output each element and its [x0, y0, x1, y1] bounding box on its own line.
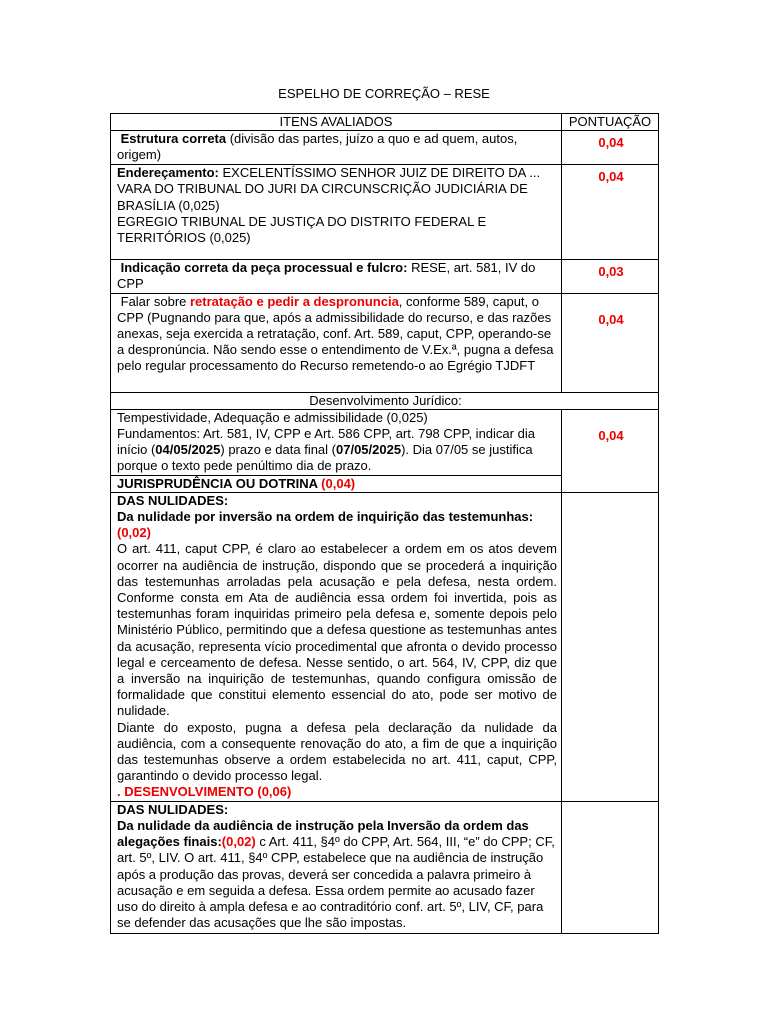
table-row	[111, 801, 659, 934]
item-cell	[111, 131, 562, 165]
subsection-score: (0,02)	[117, 525, 151, 541]
table-row	[111, 492, 659, 801]
item-cell	[111, 409, 562, 492]
item-cell	[111, 293, 562, 392]
item-label: Endereçamento:	[117, 165, 219, 181]
highlight-text: retratação e pedir a despronuncia	[190, 293, 399, 309]
development-score: . DESENVOLVIMENTO (0,06)	[117, 784, 292, 800]
start-date: 04/05/2025	[155, 442, 221, 458]
score-cell: 0,04	[562, 131, 659, 165]
section-header: Desenvolvimento Jurídico:	[111, 392, 659, 409]
subsection-heading: Da nulidade por inversão na ordem de inquirição das testemunhas:	[117, 509, 534, 525]
end-date: 07/05/2025	[336, 442, 402, 458]
score-cell: 0,04	[562, 293, 659, 392]
item-text: (divisão das partes, juízo a quo e ad quem, autos, origem)	[117, 131, 518, 163]
table-row	[111, 165, 659, 260]
section-heading: DAS NULIDADES:	[117, 801, 229, 817]
jurisprudence-line	[111, 475, 561, 492]
item-text: EXCELENTÍSSIMO SENHOR JUIZ DE DIREITO DA ... VARA DO TRIBUNAL DO JURI DA CIRCUNSCRIÇÃO JUDICIÁRIA DE BRASÍLIA (0,025)	[117, 165, 541, 213]
jurisprudence-score: (0,04)	[321, 475, 356, 491]
table-row	[111, 409, 659, 492]
subsection-score: (0,02)	[221, 834, 256, 850]
item-cell	[111, 260, 562, 293]
header-score: PONTUAÇÃO	[562, 114, 659, 131]
section-heading: DAS NULIDADES:	[117, 492, 229, 508]
subsection-heading: Da nulidade da audiência de instrução pela Inversão da ordem das alegações finais:	[117, 817, 529, 850]
score-cell: 0,04	[562, 165, 659, 260]
item-text: EGREGIO TRIBUNAL DE JUSTIÇA DO DISTRITO FEDERAL E TERRITÓRIOS (0,025)	[117, 213, 487, 246]
item-cell	[111, 801, 562, 934]
table-row	[111, 260, 659, 293]
item-cell	[111, 165, 562, 260]
header-items: ITENS AVALIADOS	[111, 114, 562, 131]
page-title: ESPELHO DE CORREÇÃO – RESE	[278, 86, 490, 101]
score-cell: 0,04	[562, 409, 659, 492]
score-cell: 0,03	[562, 260, 659, 293]
section-row	[111, 392, 659, 409]
paragraph: O art. 411, caput CPP, é claro ao estabelecer a ordem em os atos devem ocorrer na audiência de instrução, dispondo que se procederá a inquirição das testemunhas arroladas pela acusação e pela defesa, nesta ordem. Conforme consta em Ata de audiência essa ordem foi invertida, pois as testemunhas foram inquiridas primeiro pela defesa e, somente depois pelo Ministério Público, permitindo que a defesa questione as testemunhas antes da acusação, representa vício procedimental que afronta o devido processo legal e cerceamento de defesa. Nesse sentido, o art. 564, IV, CPP, diz que a inversão na inquirição de testemunhas, quando configura omissão de formalidade que constitui elemento essencial do ato, pode ser motivo de nulidade.	[117, 541, 557, 719]
paragraph: Diante do exposto, pugna a defesa pela declaração da nulidade da audiência, com a consequente renovação do ato, a fim de que a inquirição das testemunhas observe a ordem estabelecida no art. 411, caput, CPP, garantindo o devido processo legal.	[117, 719, 557, 784]
score-cell	[562, 801, 659, 934]
item-text: RESE, art. 581, IV do CPP	[117, 260, 536, 292]
table-row	[111, 293, 659, 392]
item-text: , conforme 589, caput, o CPP (Pugnando para que, após a admissibilidade do recurso, e das razões anexas, seja exercida a retratação, conf. Art. 589, caput, CPP, operando-se a despronúncia. Não sendo esse o entendimento de V.Ex.ª, pugna a defesa pelo regular processamento do Recurso remetendo-o ao Egrégio TJDFT	[117, 293, 554, 374]
evaluation-table	[110, 113, 659, 934]
table-row	[111, 131, 659, 165]
score-cell	[562, 492, 659, 801]
table-header-row	[111, 114, 659, 131]
item-text: Fundamentos: Art. 581, IV, CPP e Art. 586 CPP, art. 798 CPP, indicar dia início (04/05/2025) prazo e data final (07/05/2025). Dia 07/05 se justifica porque o texto pede penúltimo dia de prazo.	[117, 426, 535, 474]
item-text: Tempestividade, Adequação e admissibilidade (0,025)	[117, 409, 428, 425]
item-label: Estrutura correta	[120, 131, 227, 147]
item-label: Indicação correta da peça processual e fulcro:	[120, 260, 408, 276]
jurisprudence-label: JURISPRUDÊNCIA OU DOTRINA	[117, 475, 322, 491]
item-cell	[111, 492, 562, 801]
item-text: Falar sobre	[120, 293, 190, 309]
paragraph: c Art. 411, §4º do CPP, Art. 564, III, “e” do CPP; CF, art. 5º, LIV. O art. 411, §4º CPP, estabelece que na audiência de instrução após a produção das provas, deverá ser concedida a palavra primeiro à acusação e em seguida a defesa. Essa ordem permite ao acusado fazer uso do direito à ampla defesa e ao contraditório conf. art. 5º, LIV, CF, para se defender das acusações que lhe são impostas.	[117, 834, 555, 931]
